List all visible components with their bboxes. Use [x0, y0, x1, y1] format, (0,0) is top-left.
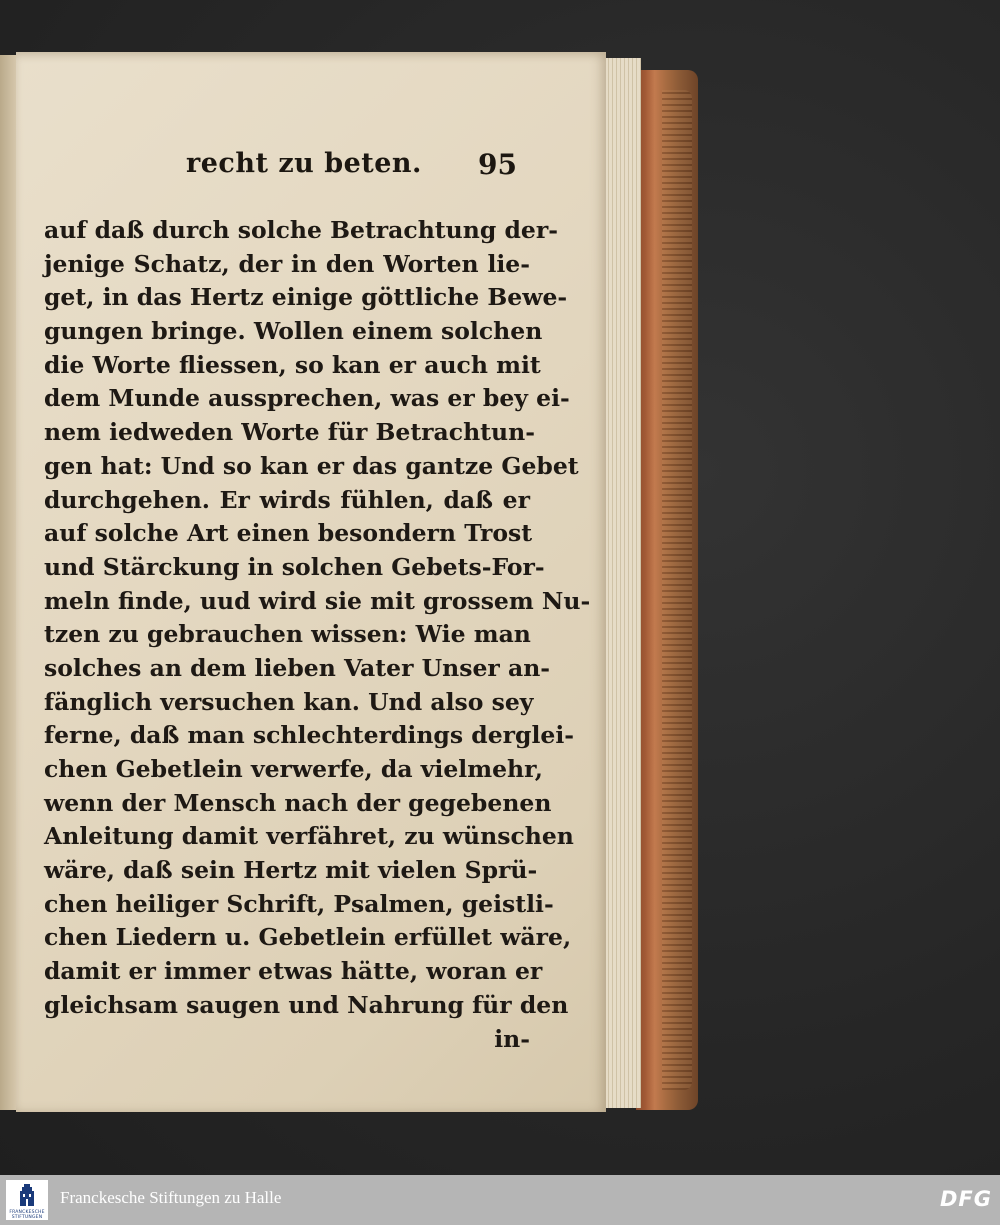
text-line: auf daß durch solche Betrachtung der-: [44, 216, 558, 244]
text-line: und Stärckung in solchen Gebets-For-: [44, 552, 545, 581]
text-block: [44, 214, 591, 1056]
text-line: tzen zu gebrauchen wissen: Wie man: [44, 620, 531, 649]
text-line: nem iedweden Worte für Betrachtun-: [44, 418, 535, 447]
running-head: recht zu beten.: [186, 148, 422, 179]
dfg-logo[interactable]: DFG: [939, 1187, 992, 1211]
text-line: dem Munde aussprechen, was er bey ei-: [44, 384, 570, 413]
text-line: jenige Schatz, der in den Worten lie-: [44, 249, 530, 278]
orphanage-building-icon: [20, 1184, 34, 1208]
text-line: Anleitung damit verfähret, zu wünschen: [44, 822, 574, 851]
catchword: in-: [494, 1024, 530, 1053]
book-page: [16, 52, 606, 1112]
institution-name: Franckesche Stiftungen zu Halle: [60, 1188, 282, 1207]
text-line: gleichsam saugen und Nahrung für den: [44, 990, 569, 1019]
text-line: ferne, daß man schlechterdings derglei-: [44, 721, 575, 750]
text-line: gen hat: Und so kan er das gantze Gebet: [44, 451, 579, 480]
book-cover-edge: [636, 70, 698, 1110]
text-line: chen heiliger Schrift, Psalmen, geistli-: [44, 889, 554, 918]
page-stack: [600, 58, 641, 1108]
institution-logo[interactable]: [6, 1180, 48, 1220]
text-line: chen Liedern u. Gebetlein erfüllet wäre,: [44, 923, 572, 952]
text-line: die Worte fliessen, so kan er auch mit: [44, 350, 541, 379]
logo-text: FRANCKESCHE STIFTUNGEN: [9, 1210, 45, 1220]
page-header: [16, 148, 636, 188]
text-line: auf solche Art einen besondern Trost: [44, 519, 533, 548]
text-line: fänglich versuchen kan. Und also sey: [44, 687, 534, 716]
text-line: solches an dem lieben Vater Unser an-: [44, 653, 551, 682]
viewer-footer: [0, 1175, 1000, 1225]
text-line: meln finde, uud wird sie mit grossem Nu-: [44, 586, 591, 615]
text-line: durchgehen. Er wirds fühlen, daß er: [44, 485, 530, 514]
text-line: wäre, daß sein Hertz mit vielen Sprü-: [44, 856, 538, 885]
text-line: damit er immer etwas hätte, woran er: [44, 957, 543, 986]
text-line: wenn der Mensch nach der gegebenen: [44, 788, 552, 817]
text-line: get, in das Hertz einige göttliche Bewe-: [44, 283, 568, 312]
text-line: chen Gebetlein verwerfe, da vielmehr,: [44, 755, 543, 783]
page-number: 95: [478, 148, 517, 181]
text-line: gungen bringe. Wollen einem solchen: [44, 317, 543, 346]
